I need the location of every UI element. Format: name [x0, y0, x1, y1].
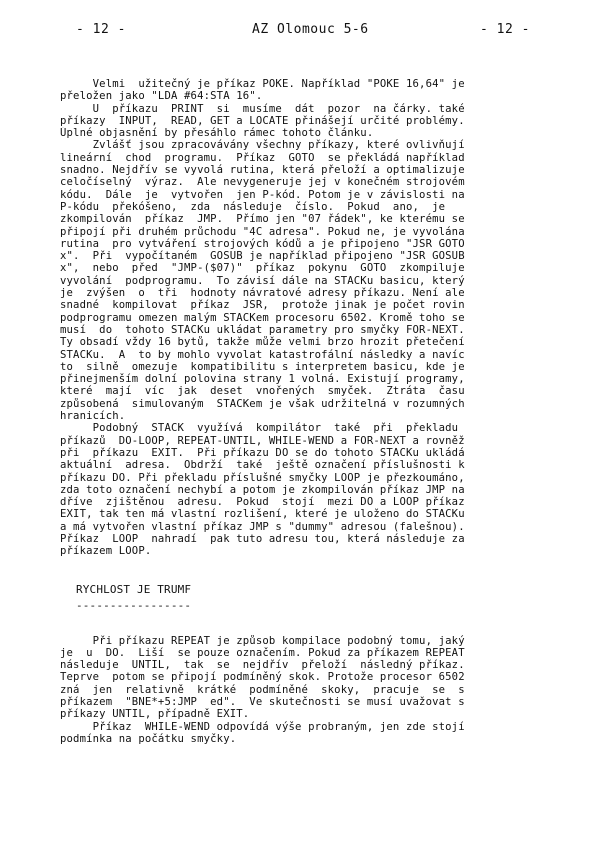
text-line: Teprve potom se připojí podmíněný skok. Protože procesor 6502: [60, 671, 465, 684]
section-2-heading: [76, 584, 556, 613]
text-line: Při příkazu REPEAT je způsob kompilace podobný tomu, jaký: [60, 634, 465, 647]
text-line: P-kódu překóšeno, zda následuje číslo. Pokud ano, je: [60, 200, 446, 213]
text-line: podmínka na počátku smyčky.: [60, 732, 237, 745]
text-line: hranicích.: [60, 410, 126, 423]
text-line: U příkazu PRINT si musíme dát pozor na čárky. také: [60, 102, 465, 115]
header-title: AZ Olomouc 5-6: [252, 22, 369, 37]
section-2-text: [60, 635, 556, 746]
text-line: přeložen jako "LDA #64:STA 16".: [60, 90, 263, 103]
text-line: Příkaz WHILE-WEND odpovídá výše probraným, jen zde stojí: [60, 720, 465, 733]
text-line: Podobný STACK využívá kompilátor také při překladu: [60, 422, 459, 435]
text-line: celočíselný výraz. Ale nevygeneruje jej v konečném strojovém: [60, 176, 465, 189]
page-header: [0, 22, 600, 42]
text-line: následuje UNTIL, tak se nejdřív přeloží následný příkaz.: [60, 659, 465, 672]
text-line: Ty obsadí vždy 16 bytů, takže může velmi brzo hrozit přetečení: [60, 336, 465, 349]
text-line: Příkaz LOOP nahradí pak tuto adresu tou, která následuje za: [60, 532, 465, 545]
text-line: které mají víc jak deset vnořených smyček. Ztráta času: [60, 385, 465, 398]
text-line: to silně omezuje kompatibilitu s interpretem basicu, kde je: [60, 360, 465, 373]
text-line: způsobená simulovaným STACKem je však udržitelná v rozumných: [60, 397, 465, 410]
text-line: zkompilován příkaz JMP. Přímo jen "07 řádek", ke kterému se: [60, 213, 465, 226]
text-line: a má vytvořen vlastní příkaz JMP s "dummy" adresou (falešnou).: [60, 520, 465, 533]
text-line: Velmi užitečný je příkaz POKE. Například "POKE 16,64" je: [60, 78, 465, 90]
text-line: vyvolání podprogramu. To závisí dále na STACKu basicu, který: [60, 274, 465, 287]
text-line: Úplné objasnění by přesáhlo rámec tohoto článku.: [60, 127, 374, 140]
text-line: lineární chod programu. Příkaz GOTO se překládá například: [60, 151, 465, 164]
section-1-text: [60, 78, 556, 558]
text-line: příkazu DO. Při překladu příslušné smyčky LOOP je přezkoumáno,: [60, 471, 465, 484]
text-line: je zvýšen o tři hodnoty návratové adresy příkazu. Není ale: [60, 287, 465, 300]
text-line: dříve zjištěnou adresu. Pokud stojí mezi DO a LOOP příkaz: [60, 496, 465, 509]
section-title-underline: -----------------: [76, 598, 192, 612]
text-line: x", nebo před "JMP-($07)" příkaz pokynu GOTO zkompiluje: [60, 262, 465, 275]
text-line: přinejmenším dolní polovina strany 1 volná. Existují programy,: [60, 373, 465, 386]
text-line: STACKu. A to by mohlo vyvolat katastrofální následky a navíc: [60, 348, 465, 361]
text-line: zná jen relativně krátké podmíněné skoky, pracuje se s: [60, 683, 465, 696]
text-line: zda toto označení nechybí a potom je zkompilován příkaz JMP na: [60, 483, 465, 496]
text-line: při příkazu EXIT. Při příkazu DO se do tohoto STACKu ukládá: [60, 446, 465, 459]
text-line: Zvlášť jsou zpracovávány všechny příkazy, které ovlivňují: [60, 139, 465, 152]
page-number-right: - 12 -: [480, 22, 530, 37]
text-line: příkazy INPUT, READ, GET a LOCATE přinášejí určité problémy.: [60, 114, 465, 127]
text-line: příkazem "BNE*+5:JMP ed". Ve skutečnosti se musí uvažovat s: [60, 696, 465, 709]
text-line: aktuální adresa. Obdrží také ještě označení příslušnosti k: [60, 459, 465, 472]
page-number-left: - 12 -: [76, 22, 126, 37]
text-line: příkazem LOOP.: [60, 545, 152, 558]
text-line: x". Při vypočítaném GOSUB je například připojeno "JSR GOSUB: [60, 250, 465, 263]
section-title: RYCHLOST JE TRUMF: [76, 582, 192, 596]
text-line: příkazy UNTIL, případně EXIT.: [60, 708, 250, 721]
text-line: rutina pro vytváření strojových kódů a je připojeno "JSR GOTO: [60, 237, 465, 250]
text-line: snadné kompilovat příkaz JSR, protože jinak je počet rovin: [60, 299, 465, 312]
text-line: EXIT, tak ten má vlastní rozlišení, které je uloženo do STACKu: [60, 508, 465, 521]
text-line: příkazů DO-LOOP, REPEAT-UNTIL, WHILE-WEND a FOR-NEXT a rovněž: [60, 434, 465, 447]
text-line: musí do tohoto STACKu ukládat parametry pro smyčky FOR-NEXT.: [60, 323, 465, 336]
text-line: kódu. Dále je vytvořen jen P-kód. Potom je v závislosti na: [60, 188, 465, 201]
text-line: je u DO. Liší se pouze označením. Pokud za příkazem REPEAT: [60, 646, 465, 659]
text-line: snadno. Nejdřív se vyvolá rutina, která přeloží a optimalizuje: [60, 164, 465, 177]
text-line: připojí při druhém průchodu "4C adresa". Pokud ne, je vyvolána: [60, 225, 465, 238]
text-line: podprogramu omezen malým STACKem procesoru 6502. Kromě toho se: [60, 311, 465, 324]
article-body: [60, 78, 556, 745]
